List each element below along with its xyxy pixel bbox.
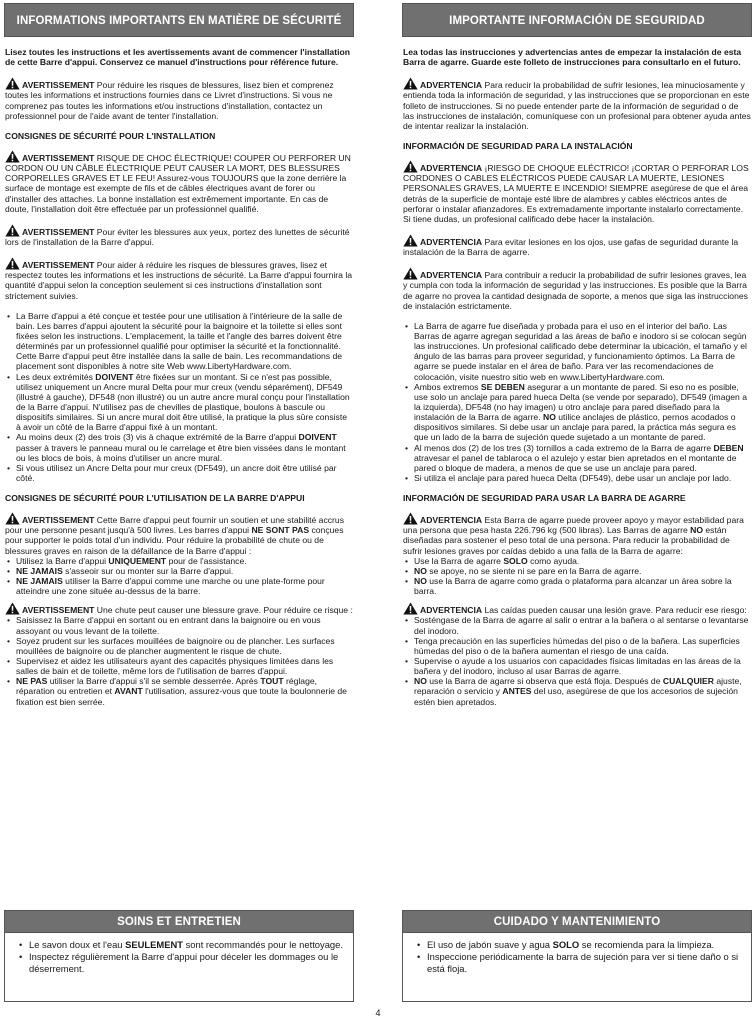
spanish-care-list [403, 933, 751, 974]
list-item: • La Barre d'appui a été conçue et testée pour une utilisation à l'intérieure de la salle de bain. Les barres d'appui ajoutent la sécurité pour la baignoire et la toilette si elles sont fixées selon les instructions. L'emplacement, la taille et l'angle des barres doivent être déterminés par un professionnel qualifié pour optimiser la sécurité et la fonctionnalité. Cette Barre d'appui peut être installée dans la salle de bain. Les recommandations de placement sont disponibles à notre site Web www.LibertyHardware.com. [5, 311, 353, 372]
warning-label: AVERTISSEMENT [22, 260, 95, 271]
list-item: • Saisissez la Barre d'appui en sortant ou en entrant dans la baignoire ou en vous assoyant ou vous levant de la toilette. [5, 615, 353, 635]
list-item: • Soyez prudent sur les surfaces mouillées de baignoire ou de plancher. Les surfaces mouillées de baignoire ou de plancher augmentent le risque de chute. [5, 636, 353, 656]
spanish-use-bullets [403, 556, 751, 597]
list-item: • Au moins deux (2) des trois (3) vis à chaque extrémité de la Barre d'appui DOIVENT passer à travers le panneau mural ou le carrelage et être bien vissées dans le montant ou les blocs de bois, à moins d'utiliser un ancre mural. [5, 432, 353, 462]
warning-text: RISQUE DE CHOC ÉLECTRIQUE! COUPER OU PERFORER UN CORDON OU UN CÂBLE ÉLECTRIQUE PEUT CAUSER LA MORT, DES BLESSURES CORPORELLES GRAVES ET LE FEU! Assurez-vous TOUJOURS que la zone derrière la surface de montage est exempte de fils et de câbles électriques avant de forer ou d'installer des attaches. La bonne installation est extrêmement importante. En cas de doute, l'installation doit être effectuée par un professionnel qualifié. [5, 152, 351, 214]
warning-triangle-icon [5, 512, 20, 525]
spanish-warning-5: ADVERTENCIA Esta Barra de agarre puede proveer apoyo y mayor estabilidad para una persona que pesa hasta 226.796 kg (500 libras). Las Barras de agarre NO están diseñadas para sostener el peso total de una persona. Para reducir la probabilidad de sufrir lesiones graves por caídas debido a una falla de la Barra de agarre: [403, 512, 751, 556]
warning-triangle-icon [5, 224, 20, 237]
french-intro: Lisez toutes les instructions et les avertissements avant de commencer l'installation de cette Barre d'appui. Conservez ce manuel d'instructions pour référence future. [5, 47, 350, 68]
french-warning-5: AVERTISSEMENT Cette Barre d'appui peut fournir un soutien et une stabilité accrus pour une personne pesant jusqu'à 500 livres. Les barres d'appui NE SONT PAS conçues pour supporter le poids total d'un individu. Pour réduire la probabilité de chute ou de blessures graves en raison de la défaillance de la Barre d'appui : [5, 512, 353, 556]
list-item: • La Barra de agarre fue diseñada y probada para el uso en el interior del baño. Las Barras de agarre agregan seguridad a las áreas de baño e inodoro si se colocan según las instrucciones. Un profesional calificado debe determinar la ubicación, el tamaño y el ángulo de las barras para proveer seguridad, y funcionamiento óptimos. La Barra de agarre se puede instalar en el área de baño. Para ver las recomendaciones de colocación, visite nuestro sitio web en www.LibertyHardware.com. [403, 321, 751, 382]
french-use-bullets [5, 556, 353, 597]
list-item: • NO use la Barra de agarre si observa que está floja. Después de CUALQUIER ajuste, reparación o servicio y ANTES del uso, asegúrese de que los accesorios de sujeción estén bien apretados. [403, 676, 751, 706]
spanish-safety-column [402, 3, 752, 717]
warning-label: AVERTISSEMENT [22, 80, 95, 91]
list-item: • Les deux extrémités DOIVENT être fixées sur un montant. Si ce n'est pas possible, utilisez uniquement un Ancre mural Delta pour mur creux (vendu séparément), DF549 (illustré à gauche), DF548 (non illustré) ou un autre ancre mural conçu pour l'installation de la Barre d'appui. N'utilisez pas de chevilles de plastique, boulons à bascule ou dispositifs similaires. Si un ancre mural doit être utilisé, la pratique la plus sûre consiste à avoir un côté de la Barre d'appui fixé à un montant. [5, 372, 353, 433]
warning-label: ADVERTENCIA [420, 605, 483, 616]
warning-text: Pour réduire les risques de blessures, lisez bien et comprenez toutes les informations et instructions fournies dans ce Livret d'instructions. Si vous ne comprenez pas toutes les informations et/ou instructions d'installation, contactez un professionnel pour de l'aide avant de tenter l'installation. [5, 80, 334, 121]
list-item: • NO use la Barra de agarre como grada o plataforma para alcanzar un área sobre la barra. [403, 576, 751, 596]
warning-triangle-icon [403, 602, 418, 615]
french-care-box [4, 910, 354, 1002]
list-item: • Inspeccione periódicamente la barra de sujeción para ver si tiene daño o si está floja. [417, 951, 741, 974]
list-item: • Le savon doux et l'eau SEULEMENT sont recommandés pour le nettoyage. [19, 939, 343, 950]
spanish-care-title: CUIDADO Y MANTENIMIENTO [403, 911, 751, 933]
warning-text: Pour éviter les blessures aux yeux, portez des lunettes de sécurité lors de l'installation de la Barre d'appui. [5, 226, 350, 247]
french-warning-1 [5, 77, 353, 121]
french-fall-bullets [5, 615, 353, 706]
warning-label: ADVERTENCIA [420, 80, 483, 91]
list-item: • NE JAMAIS s'asseoir sur ou monter sur la Barre d'appui. [5, 566, 353, 576]
list-item: • El uso de jabón suave y agua SOLO se recomienda para la limpieza. [417, 939, 741, 950]
warning-triangle-icon [403, 160, 418, 173]
french-install-bullets [5, 311, 353, 483]
list-item: • Utilisez la Barre d'appui UNIQUEMENT pour de l'assistance. [5, 556, 353, 566]
spanish-fall-bullets [403, 615, 751, 706]
spanish-warning-1 [403, 77, 751, 131]
french-install-heading: CONSIGNES DE SÉCURITÉ POUR L'INSTALLATION [5, 130, 216, 141]
spanish-install-heading: INFORMACIÓN DE SEGURIDAD PARA LA INSTALACIÓN [403, 140, 633, 151]
spanish-intro: Lea todas las instrucciones y advertencias antes de empezar la instalación de esta Barra de agarre. Guarde este folleto de instrucciones para consultarlo en el futuro. [403, 47, 742, 68]
warning-triangle-icon [403, 77, 418, 90]
list-item: • Supervise o ayude a los usuarios con capacidades físicas limitadas en las áreas de la bañera y del inodoro, incluso al usar Barras de agarre. [403, 656, 751, 676]
warning-triangle-icon [5, 77, 20, 90]
warning-triangle-icon [403, 512, 418, 525]
french-safety-body [4, 37, 354, 707]
list-item: • NE PAS utiliser la Barre d'appui s'il se semble desserrée. Après TOUT réglage, réparation ou entretien et AVANT l'utilisation, assurez-vous que toute la boulonnerie de fixation est bien serrée. [5, 676, 353, 706]
warning-label: AVERTISSEMENT [22, 515, 95, 526]
warning-label: ADVERTENCIA [420, 236, 483, 247]
spanish-use-heading: INFORMACIÓN DE SEGURIDAD PARA USAR LA BARRA DE AGARRE [403, 493, 686, 504]
warning-triangle-icon [403, 267, 418, 280]
page-number: 4 [375, 1008, 381, 1018]
french-warning-4 [5, 257, 353, 301]
list-item: • Supervisez et aidez les utilisateurs ayant des capacités physiques limitées dans les salles de bain et de toilette, même lors de l'utilisation de barres d'appui. [5, 656, 353, 676]
warning-label: AVERTISSEMENT [22, 226, 95, 237]
warning-text: Para reducir la probabilidad de sufrir lesiones, lea minuciosamente y entienda toda la información de seguridad, y las instrucciones que se proporcionan en este folleto de instrucciones. Si no puede entender parte de la información de seguridad o de las instrucciones de instalación, comuníquese con un profesional para obtener ayuda antes de intentar realizar la instalación. [403, 80, 751, 131]
list-item: • Ambos extremos SE DEBEN asegurar a un montante de pared. Si eso no es posible, use solo un anclaje para pared hueca Delta (se vende por separado), DF549 (imagen a la izquierda), DF548 (no hay imagen) u otro anclaje para pared diseñado para la instalación de la Barra de agarre. NO utilice anclajes de plástico, pernos acodados o dispositivos similares. Si debe usar un anclaje para pared, la práctica más segura es que un lado de la barra de sujeción quede sujetado a un montante de pared. [403, 382, 751, 443]
spanish-safety-title: IMPORTANTE INFORMACIÓN DE SEGURIDAD [402, 3, 752, 37]
warning-text: Pour aider à réduire les risques de blessures graves, lisez et respectez toutes les informations et les instructions de sécurité. La Barre d'appui fournira la quantité d'appui selon la conception seulement si ces instructions d'installation sont strictement suivies. [5, 260, 353, 301]
french-safety-title: INFORMATIONS IMPORTANTS EN MATIÈRE DE SÉCURITÉ [4, 3, 354, 37]
warning-label: AVERTISSEMENT [22, 152, 95, 163]
list-item: • Si utiliza el anclaje para pared hueca Delta (DF549), debe usar un anclaje por lado. [403, 473, 751, 483]
french-warning-6 [5, 602, 353, 615]
list-item: • Tenga precaución en las superficies húmedas del piso o de la bañera. Las superficies húmedas del piso o de la bañera aumentan el riesgo de una caída. [403, 636, 751, 656]
spanish-warning-4 [403, 267, 751, 311]
warning-text: Une chute peut causer une blessure grave. Pour réduire ce risque : [94, 605, 353, 616]
warning-triangle-icon [5, 257, 20, 270]
warning-triangle-icon [403, 234, 418, 247]
warning-label: ADVERTENCIA [420, 163, 483, 174]
list-item: • Al menos dos (2) de los tres (3) tornillos a cada extremo de la Barra de agarre DEBEN atravesar el panel de tablaroca o el azulejo y estar bien apretados en el montante de pared o bloque de madera, a menos de que se use un anclaje para pared. [403, 443, 751, 473]
warning-label: ADVERTENCIA [420, 515, 483, 526]
warning-label: AVERTISSEMENT [22, 605, 95, 616]
list-item: • NE JAMAIS utiliser la Barre d'appui comme une marche ou une plate-forme pour atteindre une zone située au-dessus de la barre. [5, 576, 353, 596]
spanish-install-bullets [403, 321, 751, 483]
french-care-list [5, 933, 353, 974]
warning-text: ¡RIESGO DE CHOQUE ELÉCTRICO! ¡CORTAR O PERFORAR LOS CORDONES O CABLES ELÉCTRICOS PUEDE CAUSAR LA MUERTE, LESIONES PERSONALES GRAVES, LA MUERTE E INCENDIO! SIEMPRE asegúrese de que el área detrás de la superficie de montaje esté libre de alambres y cables eléctricos antes de perforar o instalar afianzadores. Es extremadamente importante instalarlo correctamente. Si tiene dudas, un profesional calificado debe hacer la instalación. [403, 163, 749, 224]
warning-text: Para evitar lesiones en los ojos, use gafas de seguridad durante la instalación de la Barra de agarre. [403, 236, 739, 258]
spanish-warning-3 [403, 234, 751, 257]
french-use-heading: CONSIGNES DE SÉCURITÉ POUR L'UTILISATION DE LA BARRE D'APPUI [5, 493, 305, 504]
list-item: • Sosténgase de la Barra de agarre al salir o entrar a la bañera o al sentarse o levantarse del inodoro. [403, 615, 751, 635]
list-item: • Inspectez régulièrement la Barre d'appui pour déceler les dommages ou le déserrement. [19, 951, 343, 974]
warning-text: Las caídas pueden causar una lesión grave. Para reducir ese riesgo: [482, 605, 747, 616]
warning-label: ADVERTENCIA [420, 270, 483, 281]
list-item: • Use la Barra de agarre SOLO como ayuda. [403, 556, 751, 566]
spanish-care-box [402, 910, 752, 1002]
spanish-warning-6 [403, 602, 751, 615]
warning-text: Para contribuir a reducir la probabilidad de sufrir lesiones graves, lea y cumpla con toda la información de seguridad y las instrucciones. Es posible que la Barra de agarre no provea la cantidad designada de soporte, a menos que siga las instrucciones de instalación estrictamente. [403, 270, 748, 311]
french-care-title: SOINS ET ENTRETIEN [5, 911, 353, 933]
french-warning-2 [5, 150, 353, 214]
french-warning-3 [5, 224, 353, 247]
spanish-warning-2 [403, 160, 751, 224]
warning-triangle-icon [5, 602, 20, 615]
spanish-safety-body [402, 37, 752, 707]
warning-triangle-icon [5, 150, 20, 163]
list-item: • Si vous utilisez un Ancre Delta pour mur creux (DF549), un ancre doit être utilisé par côté. [5, 463, 353, 483]
french-safety-column [4, 3, 354, 717]
list-item: • NO se apoye, no se siente ni se pare en la Barra de agarre. [403, 566, 751, 576]
